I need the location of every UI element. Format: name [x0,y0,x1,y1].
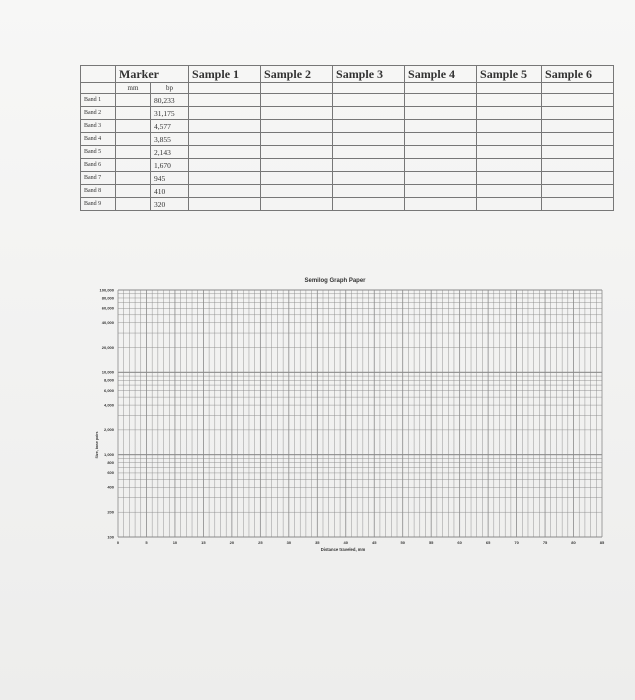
band-label: Band 2 [81,107,116,120]
x-tick-label: 65 [485,540,491,545]
x-tick-label: 30 [286,540,292,545]
header-sample-1: Sample 1 [189,66,261,83]
y-tick-label: 80,000 [101,295,114,301]
y-tick-label: 4,000 [103,402,114,408]
bp-cell: 320 [151,198,189,211]
x-tick-label: 45 [372,540,377,545]
graph-title: Semilog Graph Paper [304,278,366,284]
y-tick-label: 100 [107,534,114,540]
bp-cell: 4,577 [151,120,189,133]
band-label: Band 5 [81,146,116,159]
band-label: Band 6 [81,159,116,172]
y-tick-label: 100,000 [99,287,114,293]
x-tick-label: 40 [343,540,348,545]
grid-lines [118,290,602,537]
x-tick-label: 75 [542,540,548,545]
header-sample-6: Sample 6 [542,66,614,83]
bp-cell: 945 [151,172,189,185]
band-label: Band 1 [81,94,116,107]
x-tick-label: 15 [201,540,206,545]
band-label: Band 4 [81,133,116,146]
x-tick-label: 60 [457,540,462,545]
y-tick-label: 10,000 [101,369,114,375]
band-label: Band 8 [81,185,116,198]
x-tick-label: 70 [514,540,519,545]
subheader-mm: mm [116,83,151,94]
y-tick-label: 200 [107,509,114,515]
y-axis-label: Size, base pairs [95,431,99,459]
bp-cell: 80,233 [151,94,189,107]
bp-cell: 2,143 [151,146,189,159]
y-tick-label: 8,000 [103,377,114,383]
y-tick-labels [100,287,115,539]
bp-cell: 1,670 [151,159,189,172]
bp-cell: 410 [151,185,189,198]
y-tick-label: 6,000 [103,387,114,393]
y-tick-label: 2,000 [103,427,114,433]
x-tick-label: 20 [229,540,235,545]
band-label: Band 9 [81,198,116,211]
subheader-bp: bp [151,83,189,94]
band-label: Band 3 [81,120,116,133]
header-sample-4: Sample 4 [405,66,477,83]
x-tick-label: 55 [428,540,434,545]
x-tick-label: 10 [172,540,178,545]
header-sample-5: Sample 5 [477,66,542,83]
x-tick-label: 0 [116,540,120,545]
y-tick-label: 60,000 [101,305,114,311]
header-sample-2: Sample 2 [261,66,333,83]
x-axis-label: Distance traveled, mm [320,547,366,552]
bp-cell: 31,175 [151,107,189,120]
header-sample-3: Sample 3 [333,66,405,83]
x-tick-labels [117,540,605,545]
band-label: Band 7 [81,172,116,185]
x-tick-label: 50 [400,540,405,545]
x-tick-label: 25 [258,540,263,545]
bp-cell: 3,855 [151,133,189,146]
x-tick-label: 85 [599,540,605,545]
y-tick-label: 400 [107,484,114,490]
y-tick-label: 20,000 [101,344,114,350]
x-tick-label: 35 [315,540,320,545]
y-tick-label: 800 [107,459,114,465]
y-tick-label: 1,000 [103,451,114,457]
y-tick-label: 600 [107,470,114,476]
x-tick-label: 5 [145,540,148,545]
y-tick-label: 40,000 [101,320,114,326]
header-marker: Marker [116,66,189,83]
x-tick-label: 80 [571,540,576,545]
